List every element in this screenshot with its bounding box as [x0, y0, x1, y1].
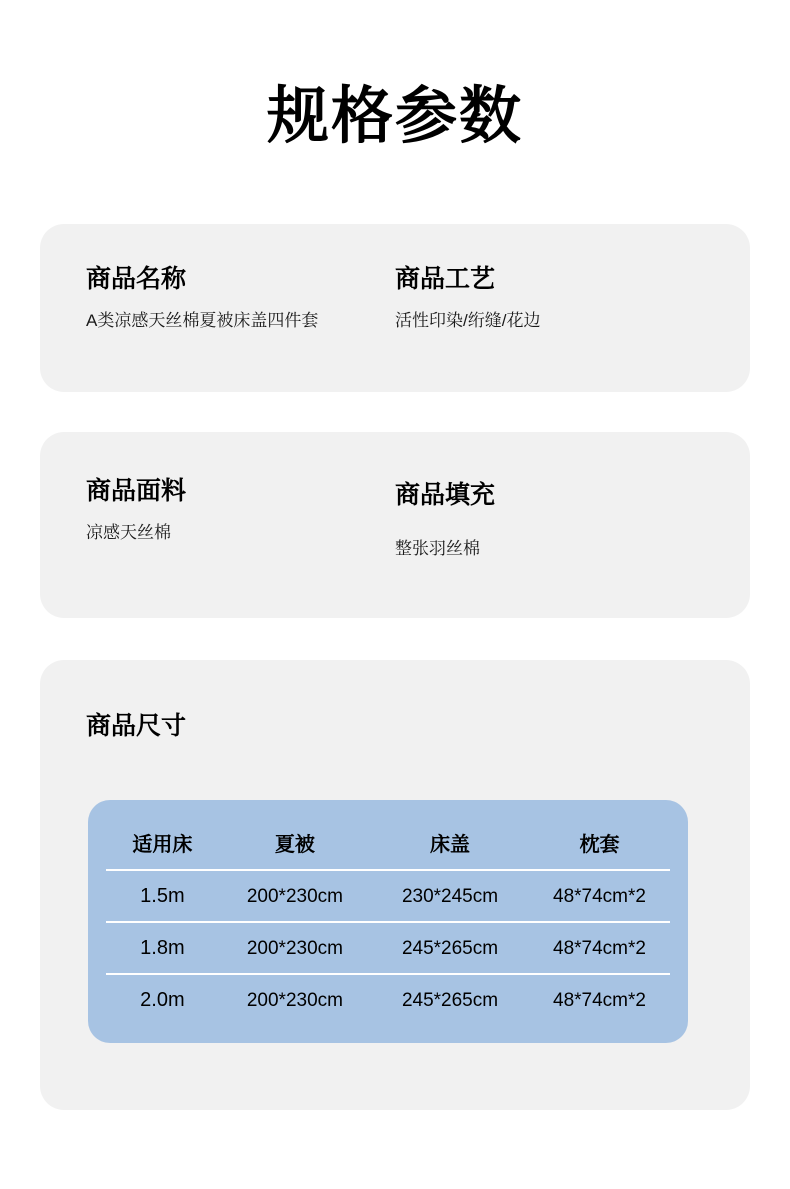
- spec-item-product-craft: [395, 264, 704, 332]
- spec-card-basic: [40, 224, 750, 392]
- table-cell-pillowcase: 48*74cm*2: [529, 922, 670, 974]
- spec-value: 凉感天丝棉: [86, 523, 171, 543]
- spec-card-size: [40, 660, 750, 1110]
- table-cell-bedcover: 245*265cm: [371, 922, 529, 974]
- spec-value: 整张羽丝棉: [395, 539, 480, 559]
- spec-value: A类凉感天丝棉夏被床盖四件套: [86, 311, 319, 331]
- table-cell-bedcover: 230*245cm: [371, 870, 529, 922]
- size-section-label: 商品尺寸: [86, 711, 187, 741]
- table-cell-quilt: 200*230cm: [246, 989, 343, 1011]
- table-cell-bed-size: 1.5m: [106, 870, 219, 922]
- table-cell-pillowcase: 48*74cm*2: [553, 989, 646, 1011]
- table-row: [106, 922, 670, 974]
- spec-label: 商品工艺: [395, 264, 496, 294]
- spec-label: 商品面料: [86, 476, 187, 506]
- spec-label: 商品填充: [395, 480, 496, 510]
- spec-item-fabric: [86, 476, 395, 560]
- spec-value: 活性印染/绗缝/花边: [395, 311, 541, 331]
- table-header-cell: 床盖: [371, 814, 529, 870]
- table-header-cell: 夏被: [219, 814, 371, 870]
- table-header-cell: 适用床: [106, 814, 219, 870]
- table-cell-pillowcase: 48*74cm*2: [529, 870, 670, 922]
- size-table-container: [88, 800, 688, 1043]
- spec-item-product-name: [86, 264, 395, 332]
- table-cell-quilt: 200*230cm: [219, 922, 371, 974]
- spec-card-material: [40, 432, 750, 618]
- table-cell-bedcover: 245*265cm: [401, 989, 499, 1011]
- spec-row: [86, 264, 704, 332]
- page-title: 规格参数: [266, 79, 523, 152]
- table-row: [106, 870, 670, 922]
- spec-row: [86, 476, 704, 560]
- table-row: [106, 974, 670, 1025]
- spec-label: 商品名称: [86, 264, 187, 294]
- table-header-cell: 枕套: [529, 814, 670, 870]
- table-cell-bed-size: 1.8m: [106, 922, 219, 974]
- table-header-row: [106, 814, 670, 870]
- table-cell-quilt: 200*230cm: [219, 870, 371, 922]
- size-table: [106, 814, 670, 1025]
- spec-item-filling: [395, 476, 704, 560]
- table-cell-bed-size: 2.0m: [140, 989, 185, 1012]
